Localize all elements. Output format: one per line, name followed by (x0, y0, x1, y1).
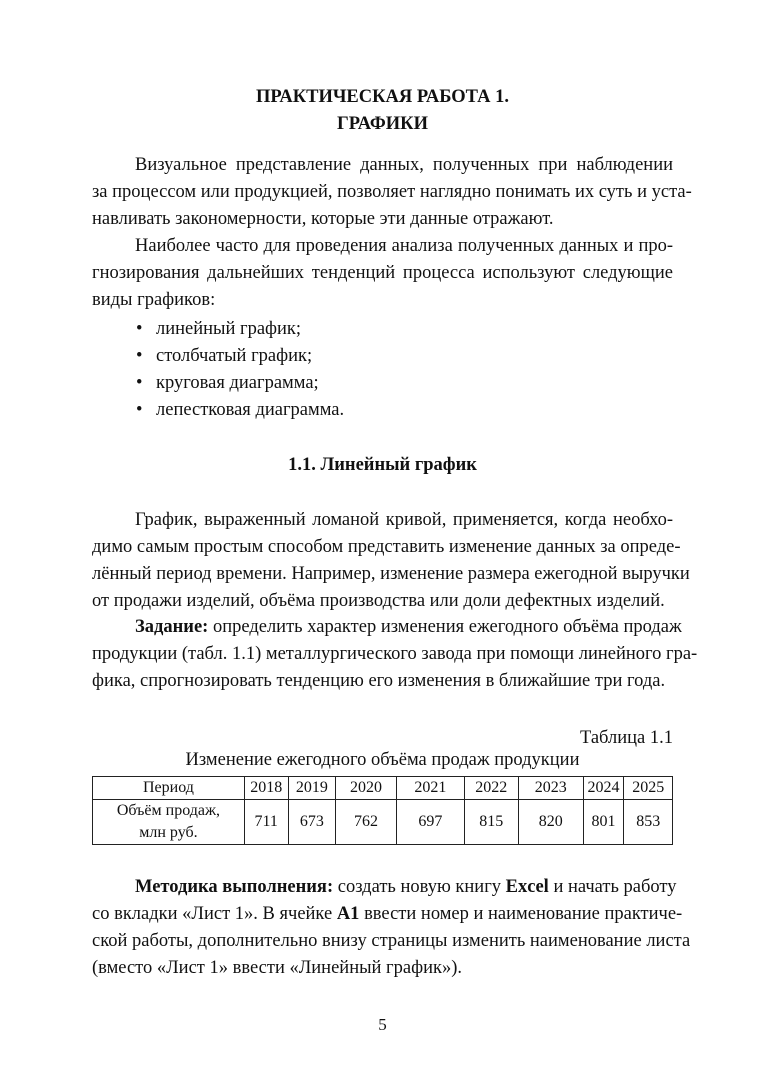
table-header-row (93, 777, 673, 800)
list-item (92, 370, 673, 397)
row-label-line: млн руб. (139, 824, 198, 841)
text-line: лённый период времени. Например, изменение размера ежегодной выручки (92, 564, 690, 584)
text-line: Визуальное представление данных, полученных при наблюдении (135, 155, 673, 175)
table-header-cell: 2021 (397, 777, 465, 800)
intro-paragraph-2 (92, 233, 673, 314)
table-header-cell: 2020 (336, 777, 397, 800)
table-cell: 711 (244, 800, 288, 845)
bullet-icon: • (136, 346, 143, 366)
table-cell: 762 (336, 800, 397, 845)
table-header-cell: 2019 (288, 777, 336, 800)
table-row-label (93, 800, 245, 845)
table-cell: 801 (583, 800, 624, 845)
text-bold: Excel (505, 877, 549, 897)
table-cell: 673 (288, 800, 336, 845)
table-header-cell: Период (93, 777, 245, 800)
page-title (92, 84, 673, 138)
bullet-icon: • (136, 319, 143, 339)
text-line: ской работы, дополнительно внизу страницы изменить наименование листа (92, 931, 691, 951)
text-span: создать новую книгу (333, 877, 506, 897)
table-row (93, 800, 673, 845)
row-label-line: Объём продаж, (116, 802, 221, 819)
table-cell: 697 (397, 800, 465, 845)
text-line (92, 614, 682, 641)
text-bold: A1 (336, 904, 360, 924)
text-line (92, 874, 677, 901)
section-heading (92, 452, 673, 479)
text-span: и начать работу (548, 877, 677, 897)
section-paragraph (92, 507, 690, 615)
list-item-text: лепестковая диаграмма. (156, 400, 345, 420)
title-line-1: ПРАКТИЧЕСКАЯ РАБОТА 1. (256, 87, 509, 107)
chart-types-list (92, 316, 673, 424)
text-line: фика, спрогнозировать тенденцию его изменения в ближайшие три года. (92, 671, 666, 691)
task-paragraph (92, 614, 698, 695)
table-cell: 820 (518, 800, 583, 845)
text-line: за процессом или продукцией, позволяет наглядно понимать их суть и уста- (92, 182, 692, 202)
table-header-cell: 2024 (583, 777, 624, 800)
text-line: димо самым простым способом представить изменение данных за опреде- (92, 537, 681, 557)
table-header-cell: 2025 (624, 777, 673, 800)
text-line: График, выраженный ломаной кривой, применяется, когда необхо- (135, 510, 673, 530)
bullet-icon: • (136, 373, 143, 393)
method-paragraph (92, 874, 691, 982)
text-line: навливать закономерности, которые эти данные отражают. (92, 209, 554, 229)
text-line (92, 901, 683, 928)
list-item (92, 397, 673, 424)
text-line: от продажи изделий, объёма производства или доли дефектных изделий. (92, 591, 665, 611)
text-line: (вместо «Лист 1» ввести «Линейный график»). (92, 958, 463, 978)
intro-paragraph-1 (92, 152, 692, 233)
title-line-2: ГРАФИКИ (337, 114, 428, 134)
text-line: продукции (табл. 1.1) металлургического завода при помощи линейного гра- (92, 644, 698, 664)
text-line: гнозирования дальнейших тенденций процесса используют следующие (92, 263, 673, 283)
table-header-cell: 2023 (518, 777, 583, 800)
list-item-text: круговая диаграмма; (156, 373, 319, 393)
bullet-icon: • (136, 400, 143, 420)
table-header-cell: 2018 (244, 777, 288, 800)
table-header-cell: 2022 (464, 777, 518, 800)
table-cell: 815 (464, 800, 518, 845)
text-span: ввести номер и наименование практиче- (359, 904, 683, 924)
table-caption: Изменение ежегодного объёма продаж продукции (185, 750, 580, 770)
text-line: виды графиков: (92, 290, 216, 310)
text-span: со вкладки «Лист 1». В ячейке (92, 904, 337, 924)
list-item-text: линейный график; (156, 319, 302, 339)
list-item (92, 316, 673, 343)
text-line: Наиболее часто для проведения анализа полученных данных и про- (135, 236, 673, 256)
list-item-text: столбчатый график; (156, 346, 313, 366)
sales-table (92, 776, 673, 845)
table-number: Таблица 1.1 (580, 728, 673, 748)
page-number: 5 (378, 1015, 387, 1034)
section-heading-text: 1.1. Линейный график (288, 455, 477, 475)
task-label: Задание: (135, 617, 209, 637)
method-label: Методика выполнения: (135, 877, 334, 897)
list-item (92, 343, 673, 370)
task-text: определить характер изменения ежегодного объёма продаж (208, 617, 682, 637)
table-cell: 853 (624, 800, 673, 845)
